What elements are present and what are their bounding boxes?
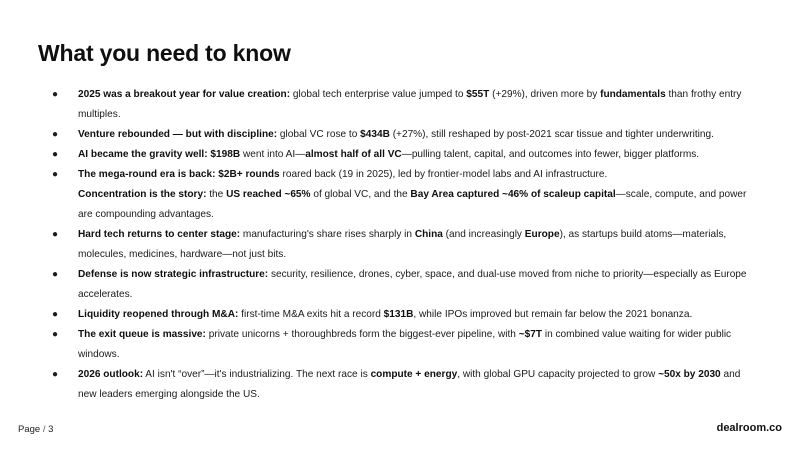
- bullet-item: [50, 265, 750, 305]
- bullet-item: [50, 165, 750, 225]
- bullet-text: private unicorns + thoroughbreds form the biggest-ever pipeline, with: [205, 329, 519, 340]
- bullet-text: went into AI—: [240, 149, 306, 160]
- bullet-emphasis: Concentration is the story:: [78, 189, 207, 200]
- bullet-emphasis: $434B: [360, 129, 390, 140]
- bullet-text: ), as startups build atoms—materials, molecules, medicines, hardware—not just bits.: [78, 229, 727, 260]
- bullet-text: (and increasingly: [442, 229, 525, 240]
- bullet-emphasis: $198B: [210, 149, 241, 160]
- bullet-emphasis: Europe: [524, 229, 560, 240]
- bullet-emphasis: China: [414, 229, 443, 240]
- bullet-item: [50, 305, 750, 325]
- bullet-item: [50, 225, 750, 265]
- bullet-dot-icon: ●: [52, 129, 59, 140]
- bullet-text: , with global GPU capacity projected to grow: [457, 369, 659, 380]
- bullet-dot-icon: ●: [52, 269, 59, 280]
- bullet-text: security, resilience, drones, cyber, space, and dual-use moved from niche to priority—especially as Europe accelerates.: [78, 269, 747, 300]
- page-label: Page: [18, 424, 41, 435]
- bullet-text: (+27%), still reshaped by post-2021 scar tissue and tighter underwriting.: [389, 129, 714, 140]
- page-number: 3: [48, 424, 54, 435]
- bullet-text: the: [206, 189, 227, 200]
- key-points-list: [50, 85, 750, 405]
- bullet-emphasis: ~50x by 2030: [658, 369, 721, 380]
- bullet-dot-icon: ●: [52, 89, 59, 100]
- bullet-emphasis: almost half of all VC: [305, 149, 402, 160]
- page-separator: /: [42, 424, 46, 435]
- bullet-item: [50, 325, 750, 365]
- bullet-text: in combined value waiting for wider public windows.: [78, 329, 732, 360]
- bullet-emphasis: AI became the gravity well:: [78, 149, 208, 160]
- bullet-emphasis: The mega-round era is back:: [78, 169, 216, 180]
- bullet-emphasis: $131B: [383, 309, 414, 320]
- bullet-emphasis: Liquidity reopened through M&A:: [78, 309, 239, 320]
- bullet-item: [50, 85, 750, 125]
- bullet-dot-icon: ●: [52, 329, 59, 340]
- bullet-emphasis: Bay Area captured ~46% of scaleup capital: [410, 189, 616, 200]
- bullet-item: [50, 125, 750, 145]
- bullet-text: first-time M&A exits hit a record: [238, 309, 384, 320]
- bullet-text: global VC rose to: [277, 129, 361, 140]
- bullet-text: manufacturing's share rises sharply in: [240, 229, 415, 240]
- bullet-dot-icon: ●: [52, 369, 59, 380]
- bullet-emphasis: Venture rebounded — but with discipline:: [78, 129, 278, 140]
- bullet-emphasis: 2026 outlook:: [78, 369, 144, 380]
- bullet-dot-icon: ●: [52, 229, 59, 240]
- bullet-dot-icon: ●: [52, 309, 59, 320]
- bullet-dot-icon: ●: [52, 149, 59, 160]
- bullet-emphasis: $55T: [466, 89, 490, 100]
- bullet-text: AI isn't “over”—it's industrializing. The next race is: [143, 369, 371, 380]
- bullet-text: than frothy entry multiples.: [78, 89, 742, 120]
- bullet-emphasis: 2025 was a breakout year for value creation:: [78, 89, 291, 100]
- bullet-emphasis: Defense is now strategic infrastructure:: [78, 269, 269, 280]
- bullet-text: and new leaders emerging alongside the US.: [78, 369, 741, 400]
- bullet-emphasis: Hard tech returns to center stage:: [78, 229, 241, 240]
- bullet-text: roared back (19 in 2025), led by frontier-model labs and AI infrastructure.: [279, 169, 608, 180]
- bullet-emphasis: ~$7T: [518, 329, 543, 340]
- bullet-text: global tech enterprise value jumped to: [290, 89, 467, 100]
- bullet-item: [50, 365, 750, 405]
- bullet-text: of global VC, and the: [310, 189, 411, 200]
- bullet-text: —scale, compute, and power are compounding advantages.: [78, 189, 747, 220]
- bullet-text: (+29%), driven more by: [489, 89, 601, 100]
- bullet-emphasis: The exit queue is massive:: [78, 329, 206, 340]
- bullet-text: —pulling talent, capital, and outcomes into fewer, bigger platforms.: [401, 149, 700, 160]
- bullet-dot-icon: ●: [52, 169, 59, 180]
- bullet-emphasis: $2B+ rounds: [218, 169, 280, 180]
- bullet-emphasis: compute + energy: [370, 369, 458, 380]
- bullet-text: , while IPOs improved but remain far below the 2021 bonanza.: [413, 309, 693, 320]
- brand-logo: dealroom.co: [716, 422, 782, 434]
- bullet-subparagraph: [78, 185, 750, 225]
- page-title: What you need to know: [38, 40, 291, 66]
- bullet-item: [50, 145, 750, 165]
- bullet-emphasis: fundamentals: [600, 89, 666, 100]
- bullet-emphasis: US reached ~65%: [226, 189, 311, 200]
- page-indicator: [18, 424, 53, 435]
